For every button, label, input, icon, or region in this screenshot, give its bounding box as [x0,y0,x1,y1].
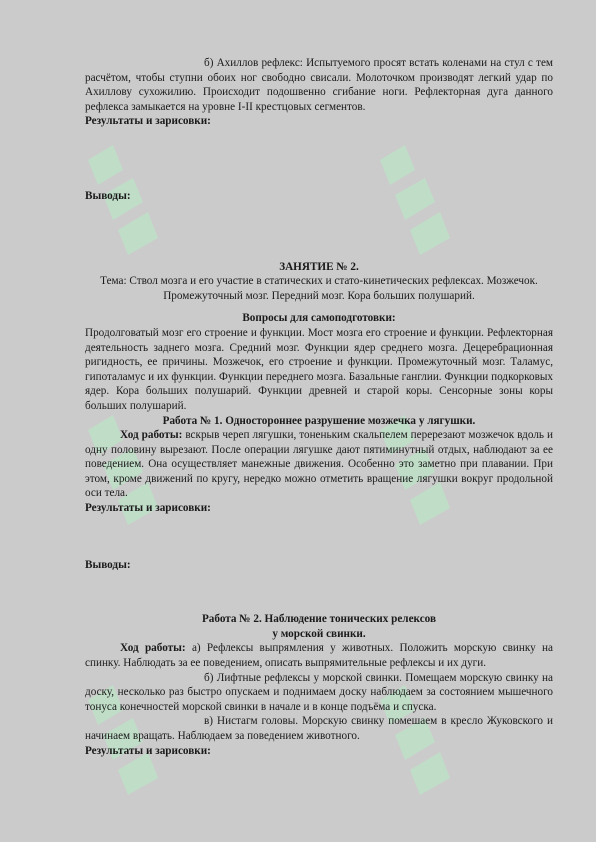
results-label: Результаты и зарисовки: [85,115,211,128]
achilles-reflex-paragraph: б) Ахиллов рефлекс: Испытуемого просят встать коленами на стул с тем расчётом, чтобы ступни обоих ног свободно свисали. Молоточком производят легкий удар по Ахиллову сухожилию. Происходит подошвенно сгибание ноги. Рефлекторная дуга данного рефлекса замыкается на уровне I-II крестцовых сегментов. [85,57,553,113]
work2-item-a [85,641,553,670]
work2-title-line2: у морской свинки. [272,627,366,640]
questions-title: Вопросы для самоподготовки: [242,312,396,325]
procedure-label: Ход работы: [120,642,186,655]
results-label: Результаты и зарисовки: [85,502,211,515]
work2-title-line1: Работа № 2. Наблюдение тонических релексов [201,613,437,626]
work2-item-b: б) Лифтные рефлексы у морской свинки. Помещаем морскую свинку на доску, несколько раз быстро опускаем и поднимаем доску наблюдаем за состоянием мышечного тонуса конечностей морской свинки в начале и в конце подъёма и спуска. [85,671,553,713]
lesson-theme: Тема: Ствол мозга и его участие в статических и стато-кинетических рефлексах. Мозжечок. Промежуточный мозг. Передний мозг. Кора больших полушарий. [100,275,538,302]
lesson-title: ЗАНЯТИЕ № 2. [279,260,359,273]
procedure-label: Ход работы: [120,429,183,442]
work1-procedure [85,428,553,501]
conclusions-label: Выводы: [85,558,131,571]
work1-text: вскрыв череп лягушки, тоненьким скальпелем перерезают мозжечок вдоль и одну половину вырезают. После операции лягушке дают пятиминутный отдых, наблюдают за ее поведением. Она осуществляет манежные движения. Особенно это заметно при плавании. При этом, кроме движений по кругу, нередко можно отметить вращение лягушки вокруг продольной оси тела. [85,429,553,500]
work1-title: Работа № 1. Одностороннее разрушение мозжечка у лягушки. [162,414,476,427]
questions-text: Продолговатый мозг его строение и функции. Мост мозга его строение и функции. Рефлекторная деятельность заднего мозга. Средний мозг. Функции ядер среднего мозга. Децеребрационная ригидность, ее причины. Мозжечок, его строение и функции. Промежуточный мозг. Таламус, гипоталамус и их функции. Функции переднего мозга. Базальные ганглии. Функции подкорковых ядер. Кора больших полушарий. Функции древней и старой коры. Сенсорные зоны коры больших полушарий. [85,326,553,412]
results-label: Результаты и зарисовки: [85,744,211,757]
document-body [85,56,553,758]
work2-a-text: а) Рефлексы выпрямления у животных. Положить морскую свинку на спинку. Наблюдать за ее поведением, описать выпрямительные рефлексы и их дуги. [85,642,553,670]
conclusions-label: Выводы: [85,189,131,202]
work2-item-c: в) Нистагм головы. Морскую свинку помешаем в кресло Жуковского и начинаем вращать. Наблюдаем за поведением животного. [85,715,553,742]
